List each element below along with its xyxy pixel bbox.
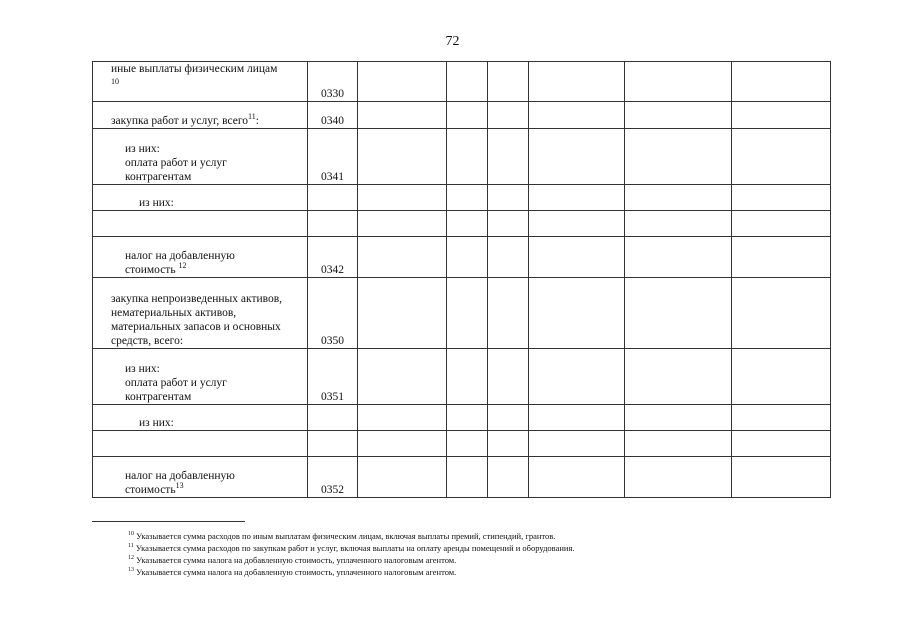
value-cell[interactable] <box>358 237 447 278</box>
table-row <box>93 405 831 431</box>
row-label-line: материальных запасов и основных <box>111 321 281 333</box>
value-cell[interactable] <box>488 431 529 457</box>
row-label-line: средств, всего: <box>111 335 184 347</box>
value-cell[interactable] <box>488 278 529 349</box>
row-code: 0340 <box>308 102 358 129</box>
footnote-line <box>128 554 828 566</box>
page-number: 72 <box>445 34 460 49</box>
value-cell[interactable] <box>529 237 625 278</box>
row-code <box>308 211 358 237</box>
value-cell[interactable] <box>732 185 831 211</box>
value-cell[interactable] <box>488 237 529 278</box>
value-cell[interactable] <box>625 405 732 431</box>
value-cell[interactable] <box>488 185 529 211</box>
value-cell[interactable] <box>732 431 831 457</box>
value-cell[interactable] <box>488 405 529 431</box>
value-cell[interactable] <box>447 278 488 349</box>
row-label-line: из них: <box>125 363 160 375</box>
footnote-text: Указывается сумма налога на добавленную стоимость, уплаченного налоговым агентом. <box>136 567 457 577</box>
row-label-line: оплата работ и услуг <box>125 377 227 389</box>
value-cell[interactable] <box>625 278 732 349</box>
value-cell[interactable] <box>488 457 529 498</box>
row-label <box>93 211 308 237</box>
row-label <box>93 185 308 211</box>
value-cell[interactable] <box>358 349 447 405</box>
row-label-line: оплата работ и услуг <box>125 157 227 169</box>
value-cell[interactable] <box>488 211 529 237</box>
row-label <box>93 405 308 431</box>
value-cell[interactable] <box>529 185 625 211</box>
footnote-separator <box>92 521 245 522</box>
value-cell[interactable] <box>625 457 732 498</box>
footnote-line <box>128 530 828 542</box>
row-label <box>93 457 308 498</box>
value-cell[interactable] <box>732 237 831 278</box>
table-row <box>93 278 831 349</box>
row-label-line-wrap <box>125 483 307 497</box>
row-label-suffix: : <box>255 115 259 127</box>
value-cell[interactable] <box>358 405 447 431</box>
value-cell[interactable] <box>732 405 831 431</box>
row-label-line: закупка работ и услуг, всего <box>111 115 249 127</box>
value-cell[interactable] <box>447 185 488 211</box>
value-cell[interactable] <box>488 349 529 405</box>
value-cell[interactable] <box>625 237 732 278</box>
value-cell[interactable] <box>529 102 625 129</box>
row-label-line <box>111 222 307 236</box>
footnote-ref: 11 <box>248 112 256 122</box>
row-label-line-wrap <box>111 114 307 128</box>
table-row <box>93 457 831 498</box>
value-cell[interactable] <box>529 278 625 349</box>
value-cell[interactable] <box>625 102 732 129</box>
row-label-line-wrap <box>125 263 307 277</box>
row-label-line: нематериальных активов, <box>111 307 237 319</box>
footnotes <box>128 530 828 578</box>
row-label <box>93 278 308 349</box>
row-label <box>93 62 308 102</box>
row-label <box>93 349 308 405</box>
table-row <box>93 431 831 457</box>
footnote-text: Указывается сумма расходов по закупкам работ и услуг, включая выплаты на оплату аренды помещений и оборудования. <box>135 543 575 553</box>
row-code: 0330 <box>308 62 358 102</box>
row-label-line: из них: <box>125 143 160 155</box>
row-label <box>93 237 308 278</box>
value-cell[interactable] <box>447 405 488 431</box>
row-label-line: из них: <box>139 417 174 429</box>
footnote-ref: 12 <box>178 261 187 271</box>
footnote-line <box>128 542 828 554</box>
row-label-line-wrap <box>111 62 307 76</box>
value-cell[interactable] <box>625 185 732 211</box>
row-code: 0351 <box>308 349 358 405</box>
value-cell[interactable] <box>529 211 625 237</box>
table-row <box>93 185 831 211</box>
table-row <box>93 102 831 129</box>
value-cell[interactable] <box>447 431 488 457</box>
row-label-line: из них: <box>139 197 174 209</box>
row-label-line: контрагентам <box>125 171 192 183</box>
row-label-line: закупка непроизведенных активов, <box>111 293 283 305</box>
value-cell[interactable] <box>358 102 447 129</box>
value-cell[interactable] <box>529 405 625 431</box>
value-cell[interactable] <box>447 211 488 237</box>
row-label-line <box>111 442 307 456</box>
value-cell[interactable] <box>732 457 831 498</box>
row-code: 0352 <box>308 457 358 498</box>
row-label-line: стоимость <box>125 264 176 276</box>
value-cell[interactable] <box>529 62 625 102</box>
value-cell[interactable] <box>358 129 447 185</box>
footnote-number: 13 <box>128 567 134 574</box>
value-cell[interactable] <box>358 185 447 211</box>
value-cell[interactable] <box>447 457 488 498</box>
value-cell[interactable] <box>358 278 447 349</box>
table-row <box>93 237 831 278</box>
value-cell[interactable] <box>625 349 732 405</box>
value-cell[interactable] <box>358 431 447 457</box>
value-cell[interactable] <box>447 62 488 102</box>
footnote-number: 11 <box>128 543 134 550</box>
value-cell[interactable] <box>447 102 488 129</box>
report-body <box>93 62 831 498</box>
footnote-ref: 10 <box>111 77 119 86</box>
value-cell[interactable] <box>732 349 831 405</box>
row-label <box>93 102 308 129</box>
row-label-line: стоимость <box>125 484 176 496</box>
row-code: 0341 <box>308 129 358 185</box>
row-label-line: контрагентам <box>125 391 192 403</box>
table-row <box>93 62 831 102</box>
value-cell[interactable] <box>529 349 625 405</box>
value-cell[interactable] <box>447 129 488 185</box>
value-cell[interactable] <box>358 457 447 498</box>
row-code <box>308 431 358 457</box>
report-table <box>92 61 831 498</box>
table-row <box>93 349 831 405</box>
value-cell[interactable] <box>732 62 831 102</box>
row-code: 0350 <box>308 278 358 349</box>
row-code: 0342 <box>308 237 358 278</box>
value-cell[interactable] <box>625 129 732 185</box>
footnote-number: 10 <box>128 531 134 538</box>
row-code <box>308 185 358 211</box>
value-cell[interactable] <box>625 62 732 102</box>
table-row <box>93 211 831 237</box>
value-cell[interactable] <box>358 62 447 102</box>
row-label-line: иные выплаты физическим лицам <box>111 63 278 75</box>
value-cell[interactable] <box>625 431 732 457</box>
footnote-text: Указывается сумма налога на добавленную стоимость, уплаченного налоговым агентом. <box>136 555 457 565</box>
value-cell[interactable] <box>447 349 488 405</box>
row-label-line: налог на добавленную <box>125 250 235 262</box>
row-label <box>93 431 308 457</box>
value-cell[interactable] <box>732 278 831 349</box>
value-cell[interactable] <box>625 211 732 237</box>
value-cell[interactable] <box>732 102 831 129</box>
table-row <box>93 129 831 185</box>
footnote-ref: 13 <box>175 481 184 491</box>
value-cell[interactable] <box>488 102 529 129</box>
value-cell[interactable] <box>529 129 625 185</box>
value-cell[interactable] <box>732 129 831 185</box>
row-code <box>308 405 358 431</box>
value-cell[interactable] <box>529 431 625 457</box>
value-cell[interactable] <box>447 237 488 278</box>
footnote-number: 12 <box>128 555 134 562</box>
value-cell[interactable] <box>732 211 831 237</box>
value-cell[interactable] <box>358 211 447 237</box>
value-cell[interactable] <box>488 129 529 185</box>
footnote-text: Указывается сумма расходов по иным выплатам физическим лицам, включая выплаты премий, стипендий, грантов. <box>136 531 556 541</box>
row-label <box>93 129 308 185</box>
value-cell[interactable] <box>529 457 625 498</box>
row-label-line: налог на добавленную <box>125 470 235 482</box>
value-cell[interactable] <box>488 62 529 102</box>
footnote-line <box>128 566 828 578</box>
